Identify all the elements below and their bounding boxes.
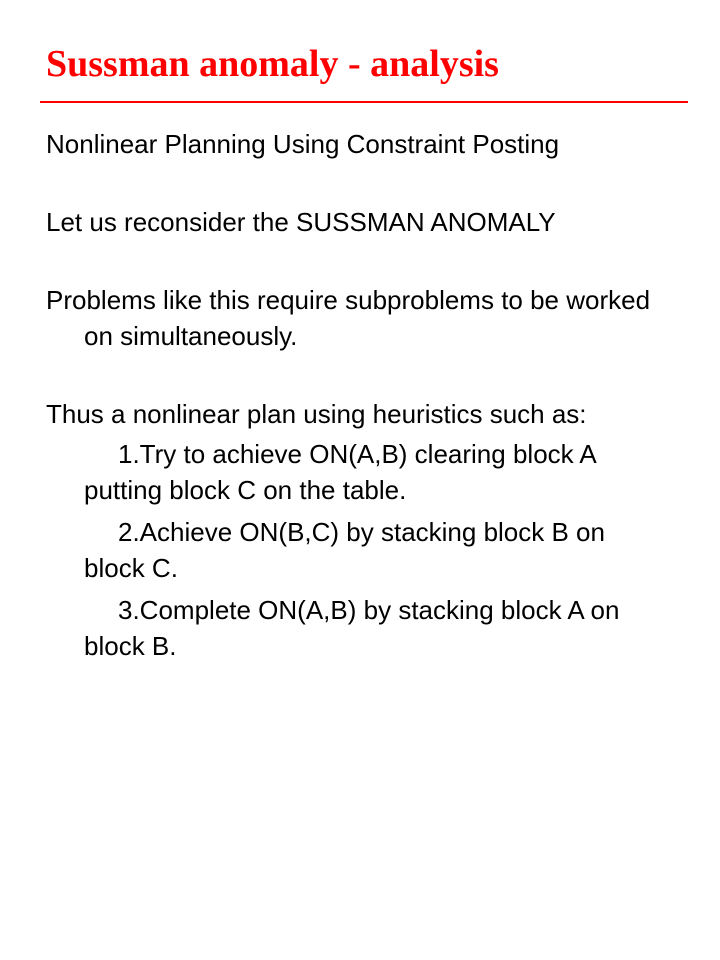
slide-title: Sussman anomaly - analysis	[46, 43, 499, 85]
paragraph-reconsider-anomaly: Let us reconsider the SUSSMAN ANOMALY	[46, 207, 556, 237]
heuristic-step-1: 1.Try to achieve ON(A,B) clearing block A putting block C on the table.	[84, 439, 596, 505]
title-underline	[40, 101, 688, 103]
slide-body	[46, 126, 666, 670]
paragraph-constraint-posting: Nonlinear Planning Using Constraint Posting	[46, 129, 560, 159]
heuristic-step-2: 2.Achieve ON(B,C) by stacking block B on block C.	[84, 517, 605, 583]
paragraph-heuristics-intro: Thus a nonlinear plan using heuristics such as:	[46, 399, 587, 429]
paragraph-subproblems: Problems like this require subproblems to be worked on simultaneously.	[46, 285, 651, 351]
heuristic-step-3: 3.Complete ON(A,B) by stacking block A on block B.	[84, 595, 620, 661]
